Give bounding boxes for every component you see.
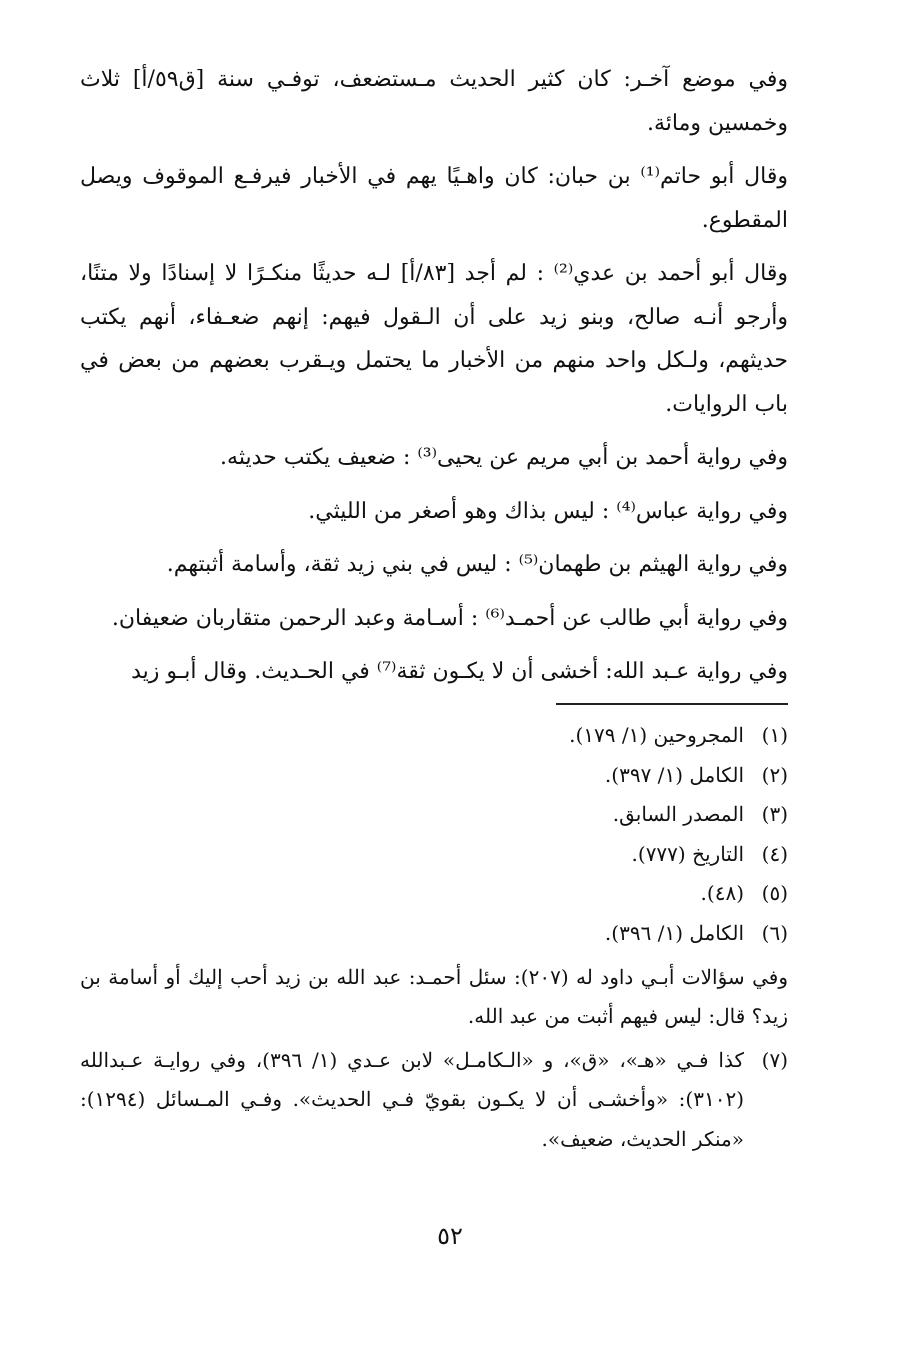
paragraph-text: وقال أبو حاتم⁽¹⁾ بن حبان: كان واهـيًا يهم في الأخبار فيرفـع الموقوف ويصل المقطوع. — [80, 164, 788, 233]
footnote-number: (١) — [761, 723, 788, 747]
footnote — [80, 835, 788, 875]
paragraph-text: وفي رواية الهيثم بن طهمان⁽⁵⁾ : ليس في بني زيد ثقة، وأسامة أثبتهم. — [166, 552, 788, 577]
footnote-text: كذا فـي «هـ»، «ق»، و «الـكامـل» لابن عـدي (١/ ٣٩٦)، وفي روايـة عـبدالله (٣١٠٢): «وأخشـى أن لا يكـون بقويّ فـي الحديث». وفـي المـسائل (١٢٩٤): «منكر الحديث، ضعيف». — [80, 1047, 744, 1151]
footnote — [80, 914, 788, 954]
footnote-number: (٥) — [761, 881, 788, 906]
paragraph-text: وقال أبو أحمد بن عدي⁽²⁾ : لم أجد [٨٣/أ] لـه حديثًا منكـرًا لا إسنادًا ولا متنًا، وأرجو أنـه صالح، وبنو زيد على أن الـقول فيهم: إنهم ضعـفاء، أنهم يكتب حديثهم، ولـكل واحد منهم من الأخبار ما يحتمل ويـقرب بعضهم من بعض في باب الروايات. — [80, 261, 788, 417]
footnote-text: المجروحين (١/ ١٧٩). — [569, 723, 744, 747]
footnote-text: المصدر السابق. — [612, 802, 744, 827]
footnote — [80, 716, 788, 756]
footnote-number: (٣) — [761, 802, 788, 827]
paragraph-text: وفي رواية عـبد الله: أخشى أن لا يكـون ثقة⁽⁷⁾ في الحـديث. وقال أبـو زيد — [131, 659, 788, 684]
footnotes — [80, 716, 788, 1160]
paragraph-text: وفي رواية عباس⁽⁴⁾ : ليس بذاك وهو أصغر من الليثي. — [308, 498, 788, 524]
footnote-text: الكامل (١/ ٣٩٦). — [604, 920, 744, 945]
footnote-text: التاريخ (٧٧٧). — [631, 841, 744, 866]
paragraph — [80, 490, 788, 534]
page-number: ٥٢ — [437, 1222, 463, 1250]
paragraph — [80, 252, 788, 426]
footnote — [80, 756, 788, 796]
paragraph-text: وفي موضع آخـر: كان كثير الحديث مـستضعف، توفـي سنة [ق٥٩/أ] ثلاث وخمسين ومائة. — [80, 67, 788, 136]
footnote — [80, 874, 788, 914]
footnote — [80, 795, 788, 835]
footnote-text: (٤٨). — [700, 881, 744, 906]
main-text — [80, 58, 788, 694]
paragraph — [80, 436, 788, 480]
paragraph-text: وفي رواية أحمد بن أبي مريم عن يحيى⁽³⁾ : ضعيف يكتب حديثه. — [220, 445, 788, 470]
footnote-divider — [556, 703, 788, 705]
paragraph-text: وفي رواية أبي طالب عن أحمـد⁽⁶⁾ : أسـامة وعبد الرحمن متقاربان ضعيفان. — [111, 605, 788, 631]
paragraph — [80, 597, 788, 641]
footnote-continuation: وفي سؤالات أبـي داود له (٢٠٧): سئل أحمـد: عبد الله بن زيد أحب إليك أو أسامة بن زيد؟ قال: ليس فيهم أثبت من عبد الله. — [80, 964, 788, 1029]
footnote-text: الكامل (١/ ٣٩٧). — [604, 762, 744, 787]
paragraph — [80, 58, 788, 145]
paragraph — [80, 155, 788, 242]
footnote-number: (٤) — [761, 841, 788, 866]
footnote-number: (٦) — [761, 920, 788, 945]
paragraph — [80, 650, 788, 694]
footnote-number: (٧) — [761, 1047, 788, 1072]
footnote-number: (٢) — [761, 762, 788, 787]
paragraph — [80, 543, 788, 587]
footnote — [80, 1041, 788, 1160]
